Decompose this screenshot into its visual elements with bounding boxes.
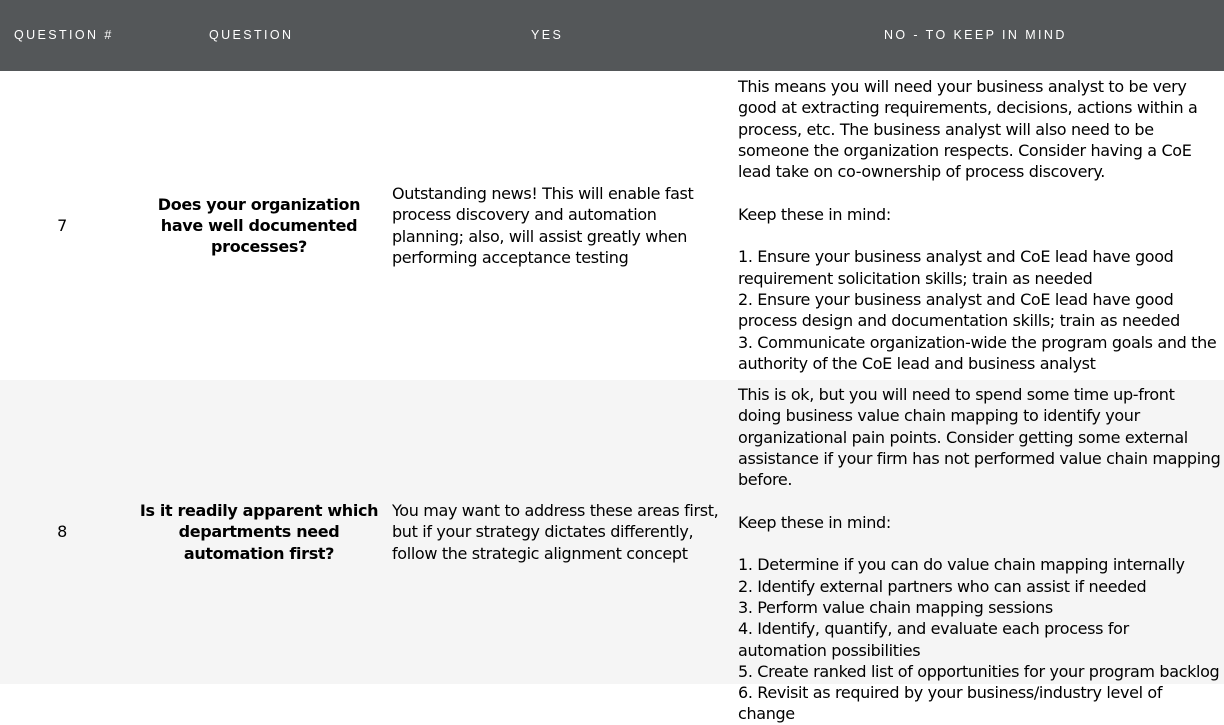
no-keep-label: Keep these in mind: [738, 512, 891, 532]
question-number-text: 7 [57, 215, 67, 235]
no-answer [738, 71, 1222, 385]
no-intro: This is ok, but you will need to spend some time up-front doing business value chain mapping to identify your organizational pain points. Consider getting some external assistance if your firm has not performed value chain mapping before. [738, 385, 1221, 490]
question-number [0, 71, 124, 380]
no-intro: This means you will need your business analyst to be very good at extracting requirements, decisions, actions within a process, etc. The business analyst will also need to be someone the organization respects. Consider having a CoE lead take on co-ownership of process discovery. [738, 77, 1198, 182]
yes-answer-text: Outstanding news! This will enable fast process discovery and automation planning; also, will assist greatly when performing acceptance testing [392, 183, 694, 267]
header-no-keep-in-mind: NO - TO KEEP IN MIND [884, 28, 1067, 42]
question-number [0, 380, 124, 684]
header-question-number: QUESTION # [14, 28, 114, 42]
yes-answer [392, 380, 726, 684]
question-text-content: Does your organization have well documented processes? [157, 194, 361, 257]
yes-answer-text: You may want to address these areas first, but if your strategy dictates differently, follow the strategic alignment concept [392, 501, 719, 563]
question-number-text: 8 [57, 522, 67, 542]
table-header [0, 0, 1224, 71]
list-item: 5. Create ranked list of opportunities for your program backlog [738, 661, 1220, 681]
list-item: 3. Communicate organization-wide the program goals and the authority of the CoE lead and business analyst [738, 332, 1217, 373]
no-keep-label: Keep these in mind: [738, 204, 891, 224]
question-text-content: Is it readily apparent which departments need automation first? [139, 501, 379, 563]
list-item: 1. Ensure your business analyst and CoE lead have good requirement solicitation skills; train as needed [738, 247, 1174, 288]
question-text [136, 71, 382, 380]
list-item: 4. Identify, quantify, and evaluate each process for automation possibilities [738, 619, 1129, 660]
list-item: 1. Determine if you can do value chain mapping internally [738, 555, 1185, 575]
list-item: 3. Perform value chain mapping sessions [738, 597, 1053, 617]
list-item: 2. Ensure your business analyst and CoE lead have good process design and documentation skills; train as needed [738, 289, 1180, 331]
question-text [136, 380, 382, 684]
list-item: 6. Revisit as required by your business/industry level of change [738, 683, 1163, 724]
yes-answer [392, 71, 726, 380]
no-answer [738, 380, 1222, 724]
list-item: 2. Identify external partners who can assist if needed [738, 576, 1147, 596]
header-question: QUESTION [209, 28, 294, 42]
table-row [0, 71, 1224, 380]
header-yes: YES [531, 28, 564, 42]
table-row [0, 380, 1224, 724]
